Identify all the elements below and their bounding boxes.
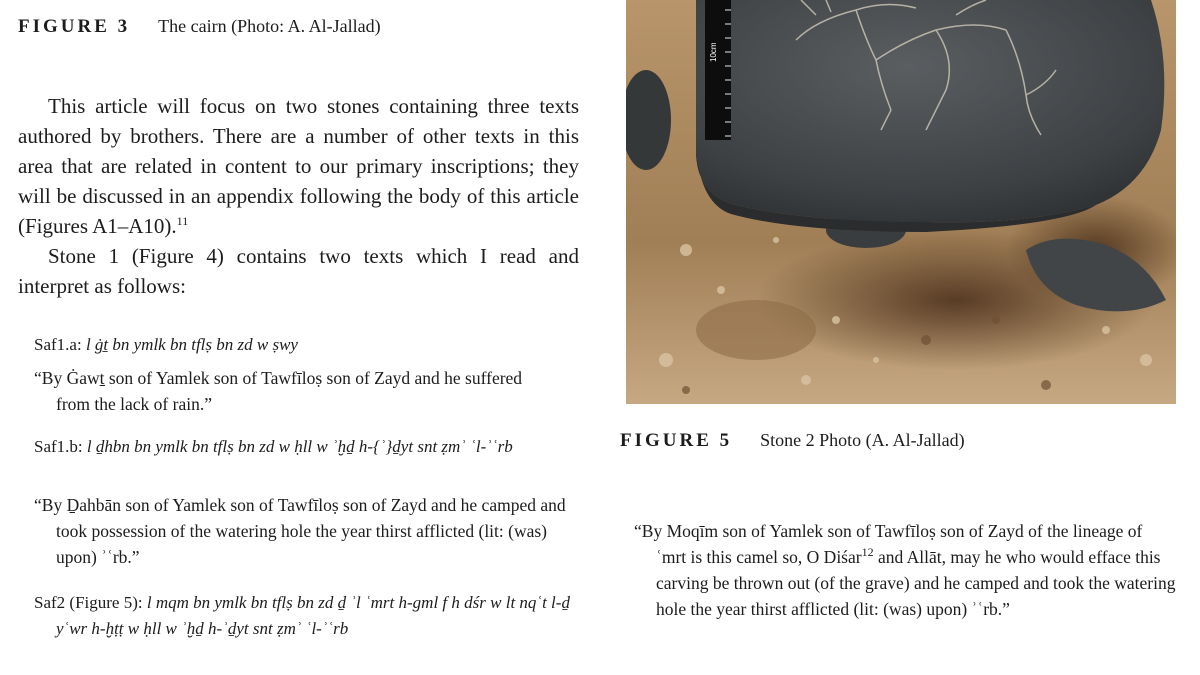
saf1a-transliteration (34, 332, 579, 358)
footnote-12: 12 (861, 545, 874, 560)
paragraph-1 (18, 91, 579, 241)
saf2-transliteration (34, 590, 586, 642)
figure5-caption (620, 430, 1180, 452)
figure5-caption-text: Stone 2 Photo (A. Al-Jallad) (760, 430, 965, 450)
figure3-caption-text: The cairn (Photo: A. Al-Jallad) (158, 16, 381, 36)
scale-bar-label: 10cm (709, 42, 718, 62)
paragraph-1-text: This article will focus on two stones containing three texts authored by brothers. There are a number of other texts in this area that are related in content to our primary inscriptions; they will be discussed in an appendix following the body of this article (Figures A1–A10). (18, 94, 579, 238)
saf1a-text: l ġṯ bn ymlk bn tflṣ bn zd w ṣwy (85, 335, 298, 354)
paragraph-2: Stone 1 (Figure 4) contains two texts which I read and interpret as follows: (18, 244, 579, 298)
saf2-text: l mqm bn ymlk bn tflṣ bn zd ḏ ʾl ʿmrt h-gml f h dśr w lt nqʿt l-ḏ yʿwr h-ḫṭṭ w ḥll w ʾḫḏ h-ʾḏyt snt ẓmʾ ʿl-ʾʿrb (56, 593, 570, 638)
scale-bar (705, 0, 731, 140)
footnote-11: 11 (176, 214, 189, 228)
saf1b-translation: “By Ḏahbān son of Yamlek son of Tawfīloṣ son of Zayd and he camped and took possession of the watering hole the year thirst afflicted (lit: (was) upon) ʾʿrb.” (34, 495, 566, 567)
stone2-photo-image (626, 0, 1176, 404)
saf2-label: Saf2 (Figure 5): (34, 593, 143, 612)
saf2-translation (634, 518, 1176, 622)
saf2-translation-text: “By Moqīm son of Yamlek son of Tawfīloṣ son of Zayd of the lineage of ʿmrt is this camel so, O Diśar (634, 521, 1143, 567)
saf1a-label: Saf1.a: (34, 335, 82, 354)
saf1b-transliteration (34, 434, 556, 460)
saf1a-translation: “By Ġawṯ son of Yamlek son of Tawfīloṣ son of Zayd and he suffered from the lack of rain.” (34, 368, 523, 414)
saf2-translation-text-cont: and Allāt, may he who would efface this carving be thrown out (of the grave) and he camped and took the watering hole the year thirst afflicted (lit: (was) upon) ʾʿrb.” (656, 547, 1176, 619)
saf1b-text: l ḏhbn bn ymlk bn tflṣ bn zd w ḥll w ʾḫḏ h-{ʾ}ḏyt snt ẓmʾ ʿl-ʾʿrb (86, 437, 513, 456)
stone2-photo (626, 0, 1176, 404)
saf1b-label: Saf1.b: (34, 437, 83, 456)
figure5-label: FIGURE 5 (620, 430, 733, 451)
figure3-label: FIGURE 3 (18, 16, 131, 37)
body-text (18, 91, 579, 301)
figure3-caption (18, 16, 578, 38)
